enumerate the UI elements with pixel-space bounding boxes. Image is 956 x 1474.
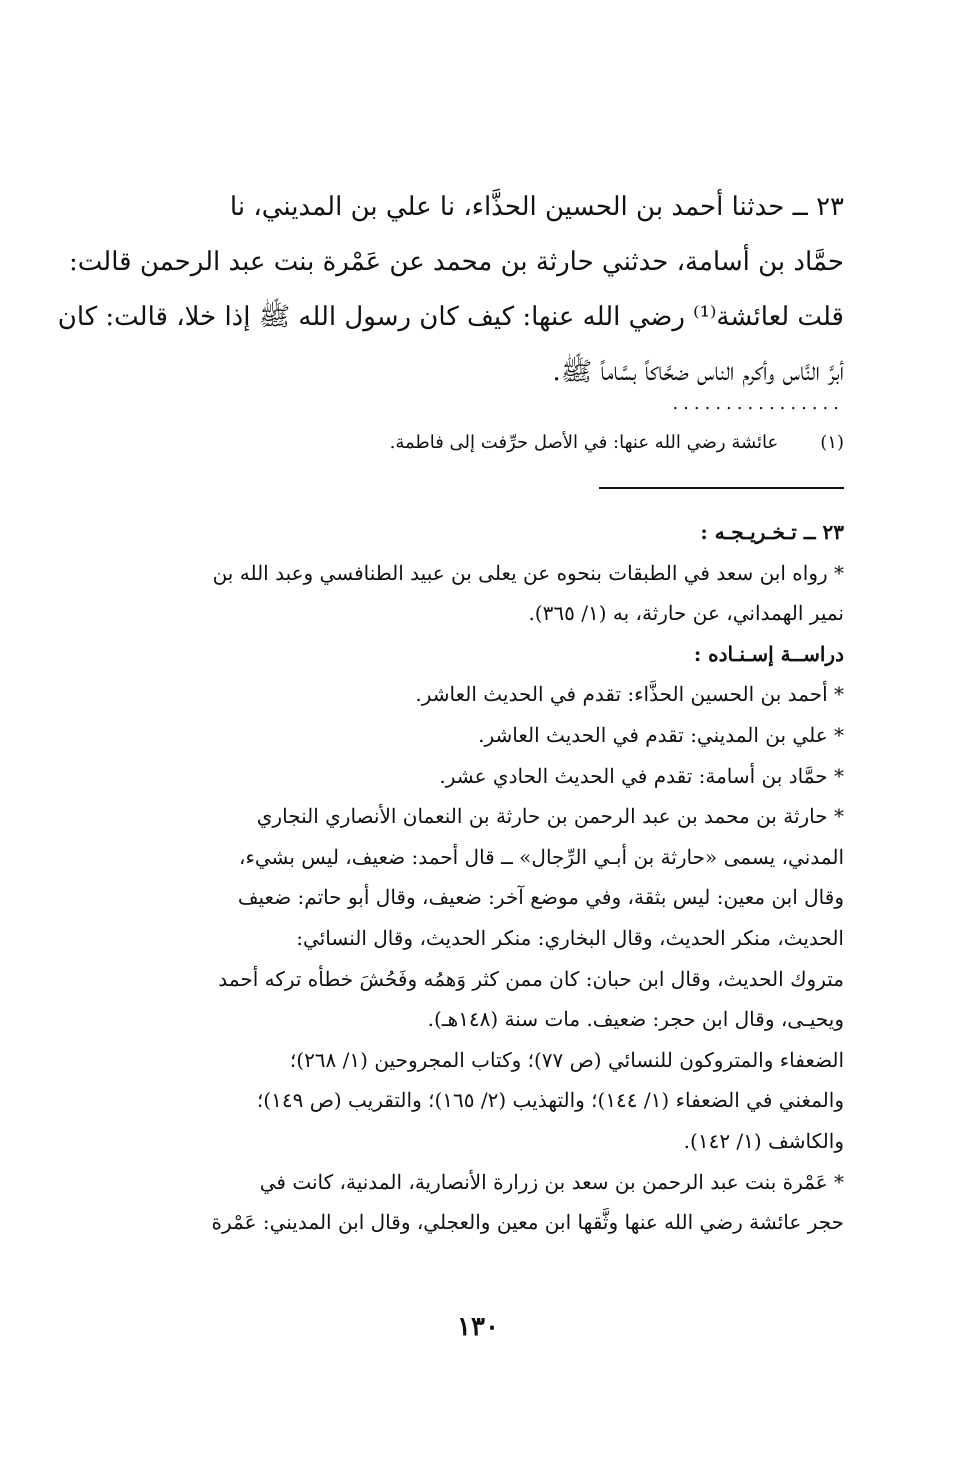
takhrij-line: * حمَّاد بن أسامة: تقدم في الحديث الحادي عشر.: [439, 763, 844, 788]
takhrij-line: الحديث، منكر الحديث، وقال البخاري: منكر الحديث، وقال النسائي:: [296, 925, 844, 950]
takhrij-line: ويحيـى، وقال ابن حجر: ضعيف. مات سنة (١٤٨هـ).: [427, 1007, 844, 1032]
hadith-line: ٢٣ ــ حدثنا أحمد بن الحسين الحذَّاء، نا علي بن المديني، نا: [229, 192, 844, 222]
takhrij-line: والكاشف (١/ ١٤٢).: [683, 1128, 844, 1153]
footnote: [200, 428, 844, 458]
hadith-text: [57, 180, 844, 400]
takhrij-line: والمغني في الضعفاء (١/ ١٤٤)؛ والتهذيب (٢/ ١٦٥)؛ والتقريب (ص ١٤٩)؛: [256, 1088, 844, 1113]
takhrij-line: * علي بن المديني: تقدم في الحديث العاشر.: [478, 722, 844, 747]
takhrij-line: * حارثة بن محمد بن عبد الرحمن بن حارثة بن النعمان الأنصاري النجاري: [256, 804, 844, 829]
takhrij-line: المدني، يسمى «حارثة بن أبـي الرِّجال» ــ قال أحمد: ضعيف، ليس بشيء،: [239, 844, 844, 869]
footnote-text: عائشة رضي الله عنها: في الأصل حرِّفت إلى فاطمة.: [389, 432, 779, 453]
takhrij-line: * رواه ابن سعد في الطبقات بنحوه عن يعلى بن عبيد الطنافسي وعبد الله بن: [212, 560, 844, 585]
footnote-separator-dots: ................: [672, 393, 844, 413]
takhrij-heading: ٢٣ ــ تـخـريـجـه :: [700, 520, 844, 544]
isnad-study-heading: دراســة إسـنـاده :: [693, 641, 844, 666]
takhrij-line: * عَمْرة بنت عبد الرحمن بن سعد بن زرارة الأنصارية، المدنية، كانت في: [259, 1169, 844, 1194]
footnote-number: (١): [820, 432, 844, 453]
takhrij-line: حجر عائشة رضي الله عنها وثَّقها ابن معين والعجلي، وقال ابن المديني: عَمْرة: [211, 1210, 844, 1235]
hadith-line: حمَّاد بن أسامة، حدثني حارثة بن محمد عن عَمْرة بنت عبد الرحمن قالت:: [69, 247, 844, 277]
takhrij-line: نمير الهمداني، عن حارثة، به (١/ ٣٦٥).: [528, 601, 844, 626]
takhrij-line: وقال ابن معين: ليس بثقة، وفي موضع آخر: ضعيف، وقال أبو حاتم: ضعيف: [237, 885, 844, 910]
takhrij-line: * أحمد بن الحسين الحذَّاء: تقدم في الحديث العاشر.: [415, 682, 844, 707]
takhrij-line: الضعفاء والمتروكون للنسائي (ص ٧٧)؛ وكتاب المجروحين (١/ ٢٦٨)؛: [289, 1047, 844, 1072]
takhrij-line: متروك الحديث، وقال ابن حبان: كان ممن كثر وَهمُه وفَحُشَ خطأه تركه أحمد: [218, 966, 844, 991]
hadith-line: أبرَّ النَّاس وأكرم الناس ضحَّاكاً بسَّاماً ﷺ.: [552, 357, 844, 387]
hadith-line: قلت لعائشة⁽¹⁾ رضي الله عنها: كيف كان رسول الله ﷺ إذا خلا، قالت: كان: [57, 302, 844, 332]
section-divider: [599, 487, 844, 489]
page-number: ١٣٠: [457, 1312, 499, 1342]
takhrij-section: [92, 512, 844, 1243]
